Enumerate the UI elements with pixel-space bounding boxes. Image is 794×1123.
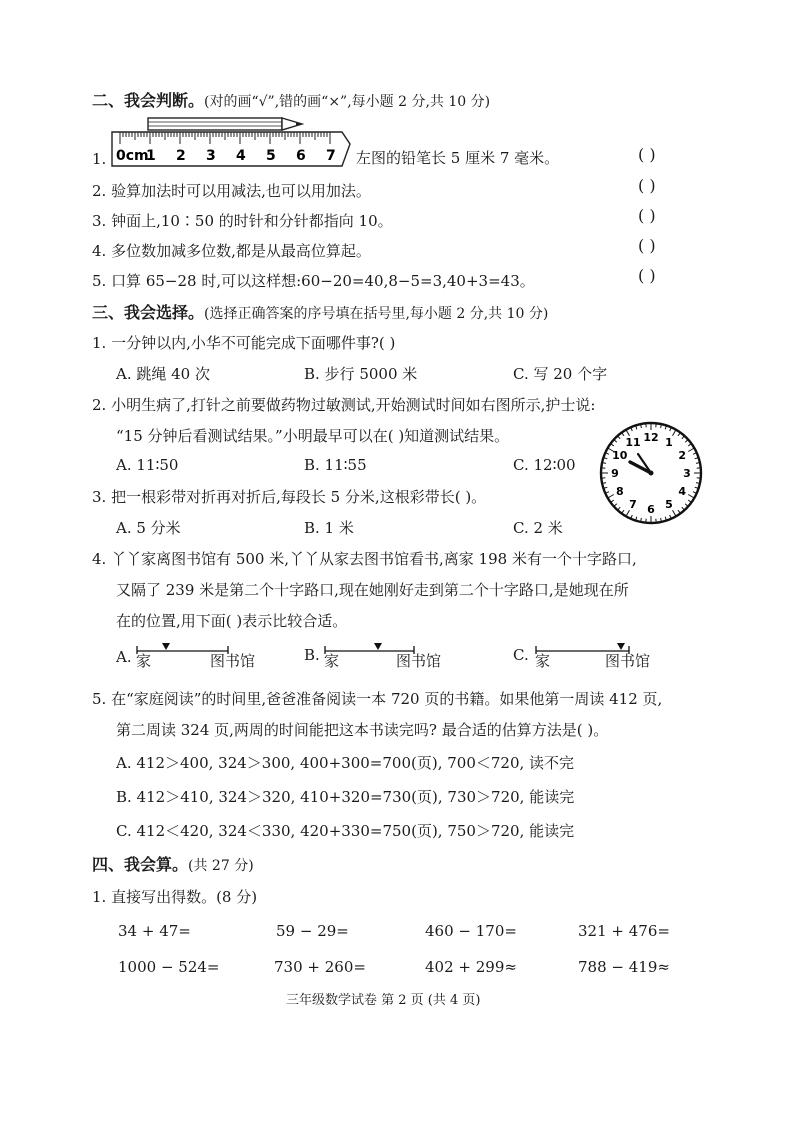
choice-q4-line2: 又隔了 239 米是第二个十字路口,现在她刚好走到第二个十字路口,是她现在所 [116,581,629,599]
clock-tick [641,518,642,521]
ruler-label: 1 [146,148,156,164]
choice-q5-option-b[interactable]: B. 412＞410, 324＞320, 410+320=730(页), 730＞720, 能读完 [116,788,575,806]
calc-sub1-title: 1. 直接写出得数。(8 分) [92,888,258,906]
choice-q2-option-a[interactable]: A. 11∶50 [116,456,179,474]
calc-item[interactable]: 321 + 476= [578,922,670,940]
section-3-heading [92,300,548,323]
position-marker-icon [617,643,625,650]
judge-q1-text: 左图的铅笔长 5 厘米 7 毫米。 [356,149,560,167]
choice-q1-text: 1. 一分钟以内,小华不可能完成下面哪件事?( ) [92,334,396,352]
section-2-title: 二、我会判断。 [92,91,205,110]
clock-tick [696,463,699,464]
calc-item[interactable]: 59 − 29= [276,922,349,940]
clock-tick [661,518,662,521]
choice-q5-option-a[interactable]: A. 412＞400, 324＞300, 400+300=700(页), 700＜720, 读不完 [116,754,575,772]
choice-q3-option-a[interactable]: A. 5 分米 [116,519,181,537]
clock-number: 10 [612,449,628,462]
clock-number: 4 [678,485,687,498]
choice-q1-option-a[interactable]: A. 跳绳 40 次 [116,365,210,383]
clock-number: 9 [611,467,619,480]
section-2-note: (对的画“√”,错的画“×”,每小题 2 分,共 10 分) [204,94,491,110]
judge-q2-answer-box[interactable]: ( ) [638,176,656,195]
choice-q5-line1: 5. 在“家庭阅读”的时间里,爸爸准备阅读一本 720 页的书籍。如果他第一周读 412 页, [92,690,663,708]
choice-q5-line2: 第二周读 324 页,两周的时间能把这本书读完吗? 最合适的估算方法是( )。 [116,721,609,739]
choice-q5-option-c[interactable]: C. 412＜420, 324＜330, 420+330=750(页), 750＞720, 能读完 [116,822,575,840]
ruler-label: 7 [326,148,336,164]
position-marker-icon [162,643,170,650]
option-label: B. [304,646,320,664]
home-label: 家 [136,652,152,670]
ruler-label: 2 [176,148,186,164]
pencil-icon [148,118,302,130]
clock-icon [598,420,704,526]
calc-item[interactable]: 730 + 260= [274,958,366,976]
choice-q4-option-a[interactable] [116,638,276,672]
ruler-label: 3 [206,148,216,164]
judge-q4-answer-box[interactable]: ( ) [638,236,656,255]
choice-q2-option-b[interactable]: B. 11∶55 [304,456,367,474]
choice-q2-option-c[interactable]: C. 12∶00 [513,456,576,474]
judge-q2-text: 2. 验算加法时可以用减法,也可以用加法。 [92,182,371,200]
choice-q2-line2: “15 分钟后看测试结果。”小明最早可以在( )知道测试结果。 [116,427,510,445]
ruler-icon [112,132,350,166]
choice-q2-line1: 2. 小明生病了,打针之前要做药物过敏测试,开始测试时间如右图所示,护士说: [92,396,596,414]
ruler-label: 5 [266,148,276,164]
section-3-note: (选择正确答案的序号填在括号里,每小题 2 分,共 10 分) [204,306,549,322]
calc-item[interactable]: 788 − 419≈ [578,958,670,976]
ruler-label: 0cm [116,148,149,164]
choice-q4-line3: 在的位置,用下面( )表示比较合适。 [116,612,348,630]
judge-q1-answer-box[interactable]: ( ) [638,145,656,164]
home-label: 家 [324,652,340,670]
section-4-note: (共 27 分) [188,858,254,874]
ruler-label: 6 [296,148,306,164]
clock-number: 1 [665,435,673,449]
clock-number: 11 [625,435,641,449]
clock-number: 5 [665,498,673,512]
calc-item[interactable]: 402 + 299≈ [425,958,517,976]
choice-q1-option-b[interactable]: B. 步行 5000 米 [304,365,418,383]
option-label: A. [116,648,132,666]
calc-item[interactable]: 460 − 170= [425,922,517,940]
judge-q5-text: 5. 口算 65−28 时,可以这样想:60−20=40,8−5=3,40+3=43。 [92,272,535,290]
library-label: 图书馆 [396,652,442,670]
choice-q4-option-b[interactable] [304,638,464,672]
judge-q3-text: 3. 钟面上,10∶50 的时针和分针都指向 10。 [92,212,393,230]
choice-q4-line1: 4. 丫丫家离图书馆有 500 米,丫丫从家去图书馆看书,离家 198 米有一个十字路口, [92,550,637,568]
clock-number: 3 [683,467,691,480]
choice-q3-text: 3. 把一根彩带对折再对折后,每段长 5 分米,这根彩带长( )。 [92,488,487,506]
choice-q3-option-c[interactable]: C. 2 米 [513,519,563,537]
choice-q3-option-b[interactable]: B. 1 米 [304,519,354,537]
clock-number: 2 [678,449,687,462]
library-label: 图书馆 [605,652,651,670]
library-label: 图书馆 [210,652,256,670]
clock-tick [696,483,699,484]
choice-q1-option-c[interactable]: C. 写 20 个字 [513,365,608,383]
calc-item[interactable]: 34 + 47= [118,922,191,940]
option-label: C. [513,646,529,664]
calc-item[interactable]: 1000 − 524= [118,958,220,976]
clock-number: 12 [643,431,659,444]
page-footer: 三年级数学试卷 第 2 页 (共 4 页) [286,993,481,1008]
judge-q1-number: 1. [92,150,107,168]
clock-tick [603,463,606,464]
judge-q5-answer-box[interactable]: ( ) [638,266,656,285]
section-4-heading [92,852,254,875]
ruler-label: 4 [236,148,246,164]
ruler-with-pencil [104,108,354,176]
section-4-title: 四、我会算。 [92,855,189,874]
choice-q4-option-c[interactable] [513,638,673,672]
clock-number: 8 [615,485,624,498]
clock-tick [641,425,642,428]
clock-number: 7 [629,498,637,512]
section-3-title: 三、我会选择。 [92,303,205,322]
clock-tick [661,425,662,428]
clock-tick [603,483,606,484]
home-label: 家 [535,652,551,670]
clock-number: 6 [647,503,655,516]
judge-q4-text: 4. 多位数加减多位数,都是从最高位算起。 [92,242,371,260]
position-marker-icon [374,643,382,650]
judge-q3-answer-box[interactable]: ( ) [638,206,656,225]
